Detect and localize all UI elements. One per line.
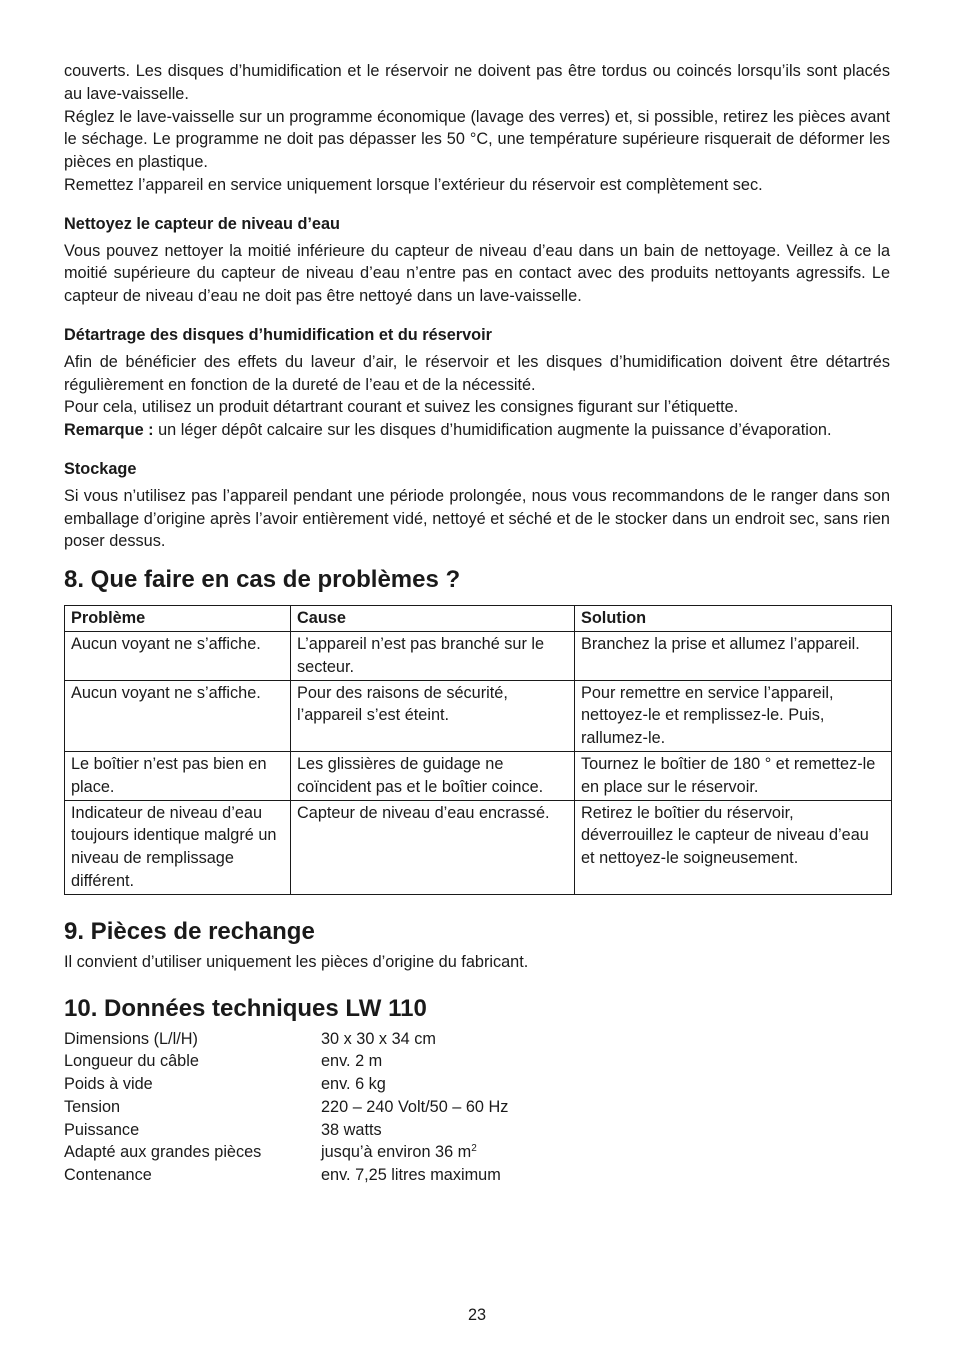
spec-value-with-unit [321, 1141, 477, 1164]
header-probleme: Problème [65, 606, 291, 632]
spec-label: Contenance [64, 1166, 152, 1185]
table-row [65, 680, 892, 751]
table-header-row [65, 606, 892, 632]
section-9-text: Il convient d’utiliser uniquement les pièces d’origine du fabricant. [64, 952, 529, 971]
descaling-remark [64, 419, 890, 442]
spec-row [64, 1096, 890, 1119]
spec-value: 30 x 30 x 34 cm [321, 1029, 436, 1048]
spec-label: Adapté aux grandes pièces [64, 1143, 262, 1162]
spec-label: Longueur du câble [64, 1052, 199, 1071]
spec-row [64, 1119, 890, 1142]
page-content [64, 60, 890, 1187]
spec-label: Tension [64, 1097, 121, 1116]
sensor-text: Vous pouvez nettoyer la moitié inférieure du capteur de niveau d’eau dans un bain de nettoyage. Veillez à ce la moitié supérieure du capteur de niveau d’eau n’entre pas en contact avec des produits nettoyants agressifs. Le capteur de niveau d’eau ne doit pas être nettoyé dans un lave-vaisselle. [64, 241, 890, 306]
page-number: 23 [467, 1306, 487, 1324]
spec-value: env. 6 kg [321, 1075, 386, 1094]
descaling-paragraph-1: Afin de bénéficier des effets du laveur d’air, le réservoir et les disques d’humidification doivent être détartrés régulièrement en fonction de la dureté de l’eau et de la nécessité. [64, 352, 890, 394]
cell-probleme: Aucun voyant ne s’affiche. [65, 680, 291, 751]
spec-label: Poids à vide [64, 1075, 153, 1094]
storage-heading: Stockage [64, 459, 137, 478]
spec-value: env. 7,25 litres maximum [321, 1166, 501, 1185]
sensor-heading: Nettoyez le capteur de niveau d’eau [64, 214, 340, 233]
cell-solution: Retirez le boîtier du réservoir, déverrouillez le capteur de niveau d’eau et nettoyez-le soigneusement. [575, 800, 892, 894]
intro-paragraph-1: couverts. Les disques d’humidification et le réservoir ne doivent pas être tordus ou coincés lorsqu’ils sont placés au lave-vaisselle. [64, 62, 890, 103]
header-cause: Cause [291, 606, 575, 632]
spec-row [64, 1164, 890, 1187]
cell-cause: Pour des raisons de sécurité, l’appareil s’est éteint. [291, 680, 575, 751]
section-8-title: 8. Que faire en cas de problèmes ? [64, 566, 461, 594]
spec-list [64, 1028, 890, 1188]
spec-row [64, 1028, 890, 1051]
spec-row [64, 1073, 890, 1096]
spec-row [64, 1141, 890, 1164]
table-row [65, 751, 892, 800]
spec-value: jusqu’à environ 36 m [321, 1143, 472, 1162]
dishwasher-section [64, 60, 890, 197]
descaling-paragraph-2: Pour cela, utilisez un produit détartrant courant et suivez les consignes figurant sur l’étiquette. [64, 398, 739, 417]
cell-solution: Branchez la prise et allumez l’appareil. [575, 631, 892, 680]
cell-probleme: Indicateur de niveau d’eau toujours identique malgré un niveau de remplissage différent. [65, 800, 291, 894]
cell-cause: Capteur de niveau d’eau encrassé. [291, 800, 575, 894]
troubleshooting-table [64, 605, 892, 895]
section-10-title: 10. Données techniques LW 110 [64, 994, 427, 1022]
cell-probleme: Le boîtier n’est pas bien en place. [65, 751, 291, 800]
cell-solution: Tournez le boîtier de 180 ° et remettez-le en place sur le réservoir. [575, 751, 892, 800]
descaling-heading: Détartrage des disques d’humidification et du réservoir [64, 325, 492, 344]
descaling-section [64, 324, 890, 442]
cell-cause: Les glissières de guidage ne coïncident pas et le boîtier coince. [291, 751, 575, 800]
remark-text: un léger dépôt calcaire sur les disques d’humidification augmente la puissance d’évaporation. [153, 421, 832, 440]
superscript: 2 [471, 1143, 477, 1155]
spec-label: Dimensions (L/l/H) [64, 1029, 198, 1048]
storage-section [64, 458, 890, 553]
intro-paragraph-2: Réglez le lave-vaisselle sur un programme économique (lavage des verres) et, si possible, retirez les pièces avant le séchage. Le programme ne doit pas dépasser les 50 °C, une température supérieure risquerait de déformer les pièces en plastique. [64, 107, 890, 172]
spec-row [64, 1050, 890, 1073]
remark-label: Remarque : [64, 421, 154, 440]
spec-value: env. 2 m [321, 1052, 383, 1071]
storage-text: Si vous n’utilisez pas l’appareil pendant une période prolongée, nous vous recommandons de le ranger dans son emballage d’origine après l’avoir entièrement vidé, nettoyé et séché et de le stocker dans un endroit sec, sans rien poser dessus. [64, 486, 890, 551]
table-row [65, 800, 892, 894]
spec-value: 38 watts [321, 1120, 382, 1139]
section-9-title: 9. Pièces de rechange [64, 917, 315, 945]
sensor-cleaning-section [64, 213, 890, 308]
intro-paragraph-3: Remettez l’appareil en service uniquement lorsque l’extérieur du réservoir est complètement sec. [64, 175, 763, 194]
spec-label: Puissance [64, 1120, 140, 1139]
cell-solution: Pour remettre en service l’appareil, nettoyez-le et remplissez-le. Puis, rallumez-le. [575, 680, 892, 751]
cell-probleme: Aucun voyant ne s’affiche. [65, 631, 291, 680]
cell-cause: L’appareil n’est pas branché sur le secteur. [291, 631, 575, 680]
table-row [65, 631, 892, 680]
spec-value: 220 – 240 Volt/50 – 60 Hz [321, 1097, 509, 1116]
header-solution: Solution [575, 606, 892, 632]
